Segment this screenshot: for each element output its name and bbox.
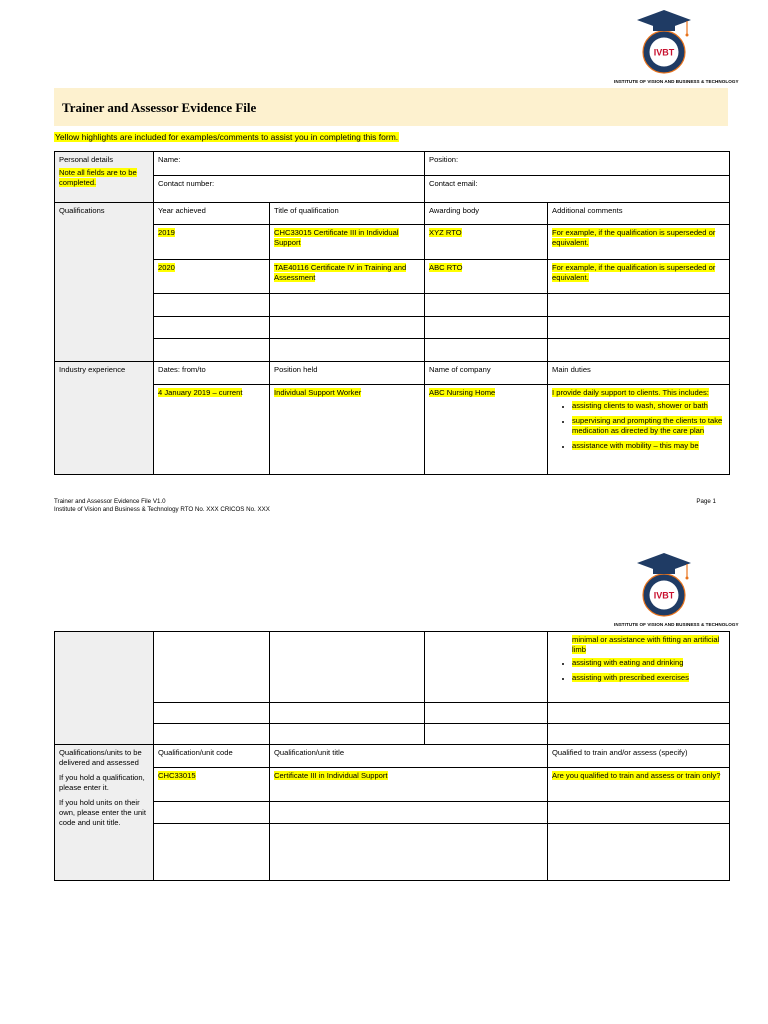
qual-header-comments: Additional comments [548,203,730,225]
empty-cell[interactable] [548,703,730,724]
empty-cell[interactable] [548,339,730,362]
unit-qualified-cell[interactable]: Are you qualified to train and assess or train only? [548,768,730,802]
personal-details-cell [55,152,154,203]
empty-cell[interactable] [425,703,548,724]
qual-cell[interactable]: TAE40116 Certificate IV in Training and Assessment [270,260,425,294]
qual-cell[interactable]: ABC RTO [425,260,548,294]
graduation-crest-icon [629,551,699,621]
qual-cell[interactable]: For example, if the qualification is superseded or equivalent. [548,260,730,294]
units-header-title: Qualification/unit title [270,745,548,768]
empty-cell[interactable] [270,724,425,745]
table-row [55,724,730,745]
contact-email-field[interactable] [425,176,730,203]
empty-cell[interactable] [425,339,548,362]
position-label: Position: [429,155,459,164]
empty-cell[interactable] [154,317,270,339]
table-row [55,703,730,724]
list-item: • assisting with eating and drinking [572,658,725,668]
contact-number-label: Contact number: [158,179,215,188]
table-row [55,824,730,881]
empty-cell[interactable] [270,824,548,881]
list-item: • assistance with mobility – this may be [572,441,725,451]
empty-cell[interactable] [270,802,548,824]
table-row [55,768,730,802]
name-field[interactable] [154,152,425,176]
empty-cell[interactable] [425,724,548,745]
table-row [55,317,730,339]
contact-number-field[interactable] [154,176,425,203]
footer-line-2: Institute of Vision and Business & Technology RTO No. XXX CRICOS No. XXX [54,506,270,513]
document-title: Trainer and Assessor Evidence File [62,100,257,115]
industry-experience-label: Industry experience [55,362,154,475]
qual-cell[interactable]: CHC33015 Certificate III in Individual Support [270,225,425,260]
duties-intro: I provide daily support to clients. This includes: [552,388,709,397]
industry-header-duties: Main duties [548,362,730,385]
institute-name: INSTITUTE OF VISION AND BUSINESS & TECHNOLOGY [614,79,739,84]
institute-name: INSTITUTE OF VISION AND BUSINESS & TECHNOLOGY [614,622,739,627]
empty-cell[interactable] [270,632,425,703]
industry-company-cell[interactable]: ABC Nursing Home [425,385,548,475]
empty-cell[interactable] [425,317,548,339]
industry-position-cell[interactable]: Individual Support Worker [270,385,425,475]
evidence-table-page1 [54,151,730,475]
duties-list [552,401,725,451]
table-row [55,632,730,703]
units-header-qualified: Qualified to train and/or assess (specify) [548,745,730,768]
empty-cell[interactable] [425,294,548,317]
empty-cell[interactable] [548,294,730,317]
contact-email-label: Contact email: [429,179,478,188]
units-label: Qualifications/units to be delivered and assessed [59,748,142,767]
page-footer [54,498,728,514]
qual-cell[interactable]: XYZ RTO [425,225,548,260]
footer-line-1: Trainer and Assessor Evidence File V1.0 [54,498,166,505]
institute-logo [614,551,739,627]
page-number: Page 1 [696,498,716,505]
personal-details-label: Personal details [59,155,114,164]
duties-list [552,658,725,683]
empty-cell[interactable] [548,317,730,339]
industry-header-position: Position held [270,362,425,385]
empty-cell[interactable] [270,703,425,724]
table-row [55,802,730,824]
graduation-crest-icon [629,8,699,78]
unit-title-cell[interactable]: Certificate III in Individual Support [270,768,548,802]
industry-header-dates: Dates: from/to [154,362,270,385]
empty-cell[interactable] [270,294,425,317]
empty-cell[interactable] [270,339,425,362]
qual-header-year: Year achieved [154,203,270,225]
institute-logo [614,8,739,84]
table-row [55,225,730,260]
unit-code-cell[interactable]: CHC33015 [154,768,270,802]
industry-header-company: Name of company [425,362,548,385]
table-row [55,260,730,294]
duties-continued: minimal or assistance with fitting an artificial limb [572,635,720,654]
industry-dates-cell[interactable]: 4 January 2019 – current [154,385,270,475]
empty-cell[interactable] [154,339,270,362]
empty-cell[interactable] [548,824,730,881]
empty-cell[interactable] [154,632,270,703]
industry-duties-continued-cell[interactable] [548,632,730,703]
empty-cell[interactable] [154,802,270,824]
empty-cell[interactable] [548,802,730,824]
evidence-table-page2 [54,631,730,881]
qual-cell[interactable]: 2019 [154,225,270,260]
svg-text:IVBT: IVBT [653,47,675,58]
qual-cell[interactable]: For example, if the qualification is superseded or equivalent. [548,225,730,260]
highlight-note: Yellow highlights are included for examples/comments to assist you in completing this form. [55,132,399,142]
list-item: • supervising and prompting the clients to take medication as directed by the care plan [572,416,725,436]
name-label: Name: [158,155,181,164]
industry-duties-cell[interactable] [548,385,730,475]
empty-cell[interactable] [154,294,270,317]
units-note-2: If you hold units on their own, please enter the unit code and unit title. [59,798,146,827]
qual-header-body: Awarding body [425,203,548,225]
table-row [55,294,730,317]
qual-cell[interactable]: 2020 [154,260,270,294]
units-header-code: Qualification/unit code [154,745,270,768]
empty-cell[interactable] [154,703,270,724]
industry-experience-continued [55,632,154,745]
qual-header-title: Title of qualification [270,203,425,225]
svg-text:IVBT: IVBT [653,590,675,601]
units-note-1: If you hold a qualification, please enter it. [59,773,145,792]
table-row [55,339,730,362]
empty-cell[interactable] [425,632,548,703]
empty-cell[interactable] [154,724,270,745]
empty-cell[interactable] [154,824,270,881]
list-item: • assisting with prescribed exercises [572,673,725,683]
personal-details-note: Note all fields are to be completed. [59,168,137,187]
empty-cell[interactable] [270,317,425,339]
units-label-cell [55,745,154,881]
document-title-bar [54,88,728,126]
empty-cell[interactable] [548,724,730,745]
list-item: • assisting clients to wash, shower or bath [572,401,725,411]
position-field[interactable] [425,152,730,176]
qualifications-label: Qualifications [55,203,154,362]
table-row [55,385,730,475]
